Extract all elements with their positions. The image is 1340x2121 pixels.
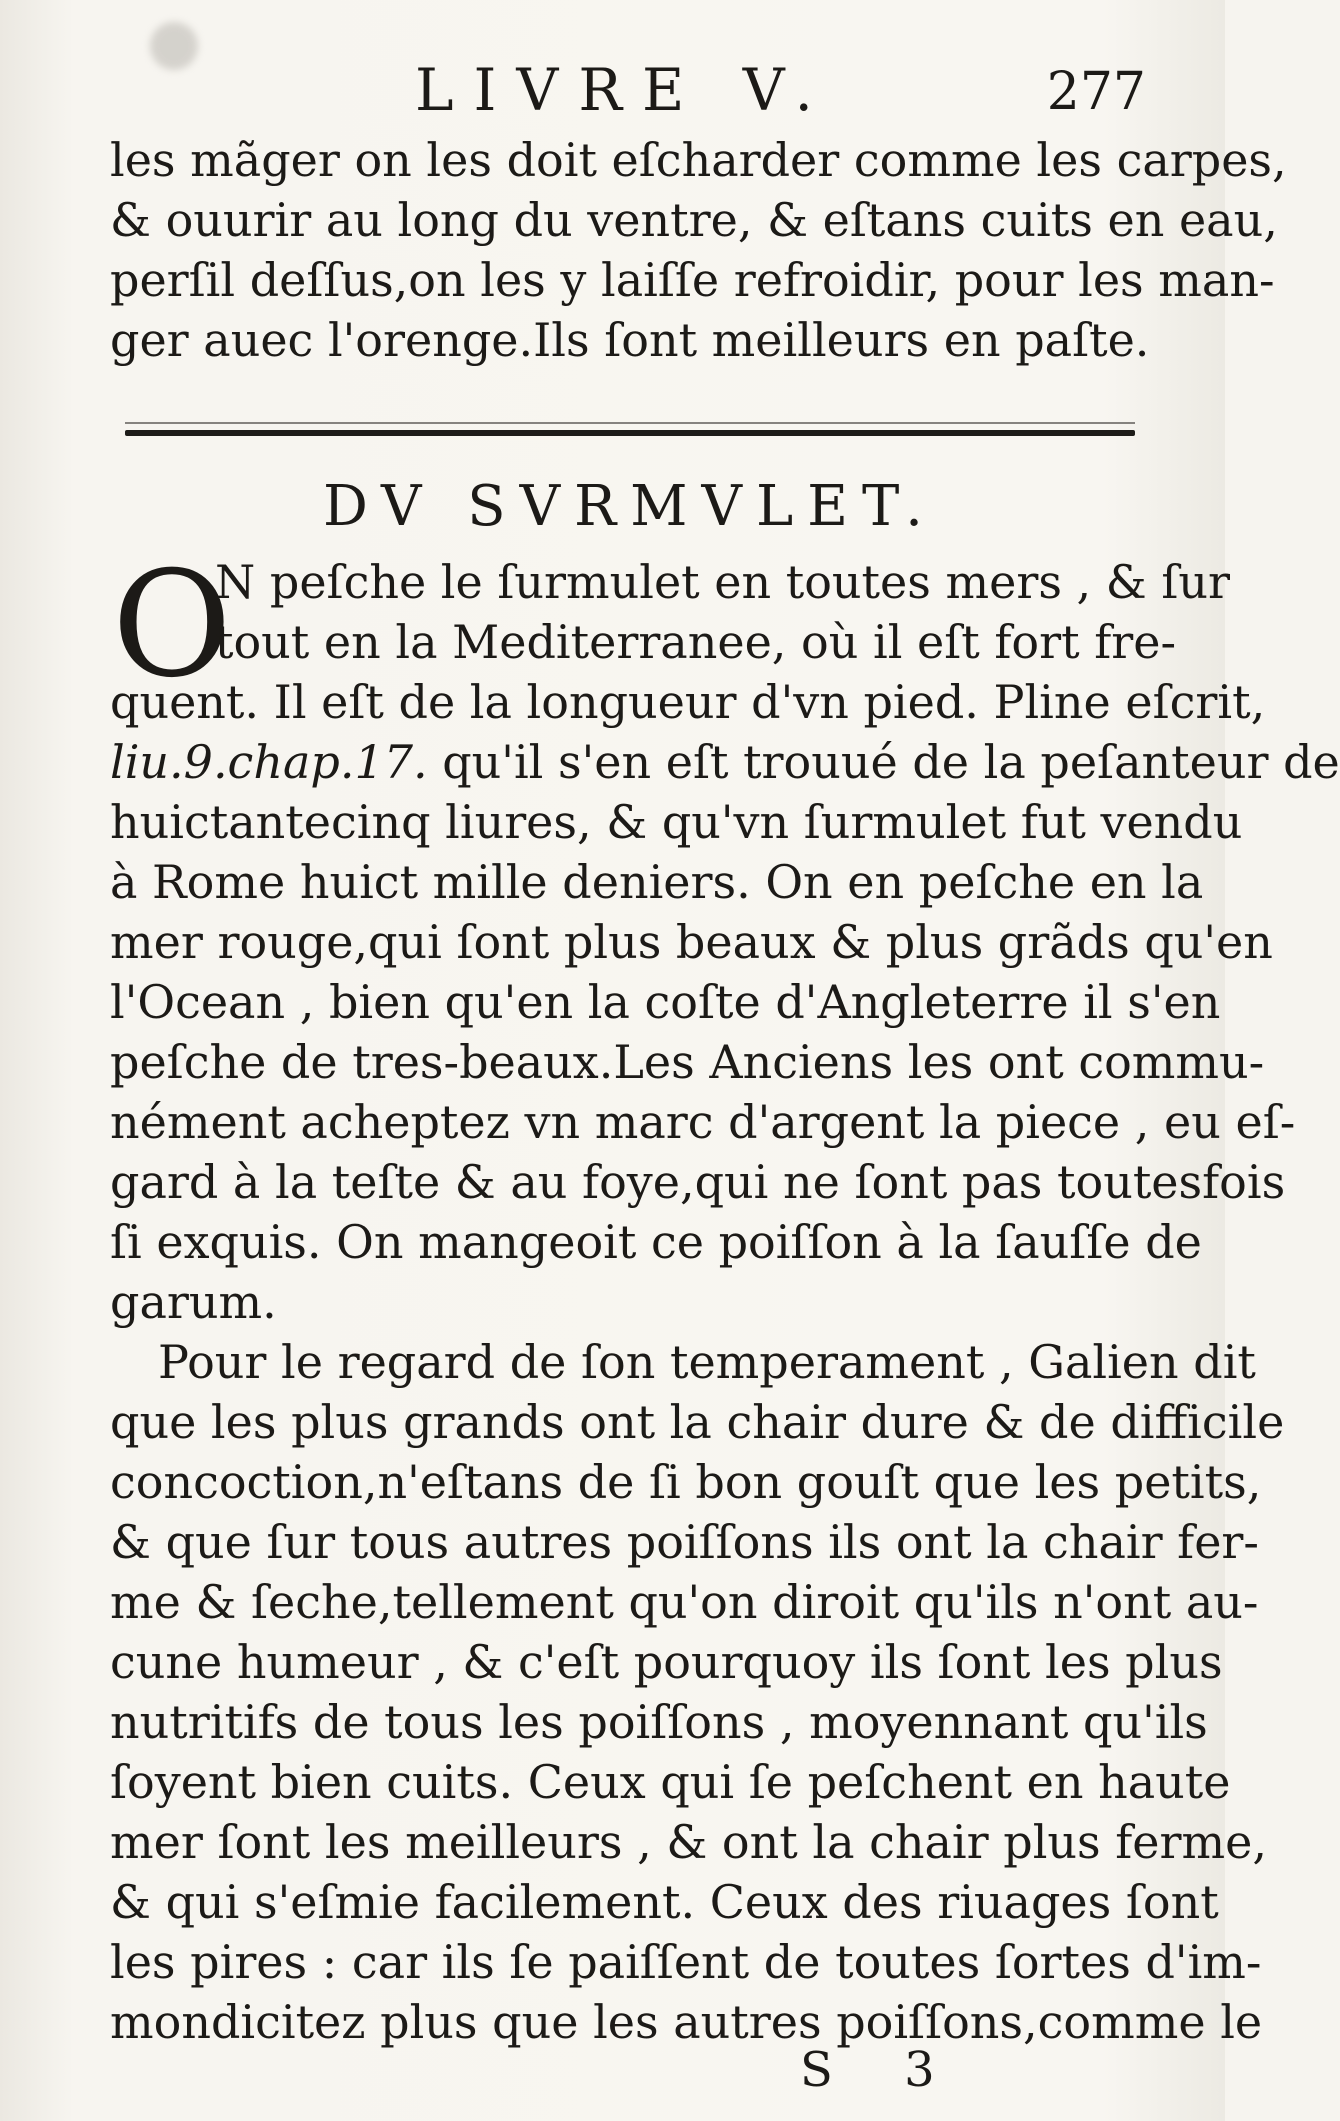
text-line: l'Ocean , bien qu'en la coſte d'Angleterre il s'en	[110, 975, 1221, 1029]
text-line: nutritifs de tous les poiſſons , moyennant qu'ils	[110, 1695, 1208, 1749]
top-paragraph	[110, 130, 1287, 370]
running-title: LIVRE V.	[415, 56, 833, 124]
text-line: huictantecinq liures, & qu'vn ſurmulet fut vendu	[110, 795, 1243, 849]
text-line: ger auec l'orenge.Ils ſont meilleurs en paſte.	[110, 313, 1150, 367]
text-line: perſil deſſus,on les y laiſſe refroidir, pour les man-	[110, 253, 1275, 307]
text-line: que les plus grands ont la chair dure & de difficile	[110, 1395, 1285, 1449]
text-line: quent. Il eſt de la longueur d'vn pied. Pline eſcrit,	[110, 675, 1266, 729]
para1-opening	[215, 552, 1231, 672]
text-line: me & ſeche,tellement qu'on diroit qu'ils n'ont au-	[110, 1575, 1259, 1629]
text-line: les pires : car ils ſe paiſſent de toutes ſortes d'im-	[110, 1935, 1262, 1989]
citation-text: qu'il s'en eſt trouué de la peſanteur de	[427, 735, 1340, 789]
text-line: & que ſur tous autres poiſſons ils ont la chair fer-	[110, 1515, 1259, 1569]
paragraph-1	[110, 672, 1340, 1332]
text-line: mondicitez plus que les autres poiſſons,comme le	[110, 1995, 1263, 2049]
drop-cap: O	[112, 540, 232, 710]
text-line: N peſche le ſurmulet en toutes mers , & ſur	[215, 555, 1231, 609]
text-line: & qui s'eſmie facilement. Ceux des riuages ſont	[110, 1875, 1219, 1929]
citation-line	[110, 732, 1340, 792]
text-line: gard à la teſte & au foye,qui ne ſont pas toutesfois	[110, 1155, 1286, 1209]
text-line: concoction,n'eſtans de ſi bon gouſt que les petits,	[110, 1455, 1262, 1509]
signature-mark: S 3	[800, 2042, 963, 2098]
text-line: ſoyent bien cuits. Ceux qui ſe peſchent en haute	[110, 1755, 1231, 1809]
text-line: tout en la Mediterranee, où il eſt fort fre-	[215, 615, 1176, 669]
text-line: mer ſont les meilleurs , & ont la chair plus ferme,	[110, 1815, 1267, 1869]
text-line: mer rouge,qui ſont plus beaux & plus grãds qu'en	[110, 915, 1273, 969]
text-line: à Rome huict mille deniers. On en peſche en la	[110, 855, 1204, 909]
text-line: nément acheptez vn marc d'argent la piece , eu eſ-	[110, 1095, 1296, 1149]
page-header	[110, 55, 1150, 125]
page-number: 277	[1046, 62, 1146, 122]
text-line: garum.	[110, 1275, 277, 1329]
text-line: cune humeur , & c'eſt pourquoy ils ſont les plus	[110, 1635, 1223, 1689]
divider-rule-thin	[125, 422, 1135, 424]
text-line: les mãger on les doit eſcharder comme les carpes,	[110, 133, 1287, 187]
text-line: peſche de tres-beaux.Les Anciens les ont commu-	[110, 1035, 1265, 1089]
section-title: DV SVRMVLET.	[323, 474, 937, 539]
text-line: Pour le regard de ſon temperament , Galien dit	[158, 1335, 1256, 1389]
citation-reference: liu.9.chap.17.	[110, 735, 428, 789]
paragraph-2	[110, 1332, 1285, 2052]
text-line: ſi exquis. On mangeoit ce poiſſon à la ſauſſe de	[110, 1215, 1202, 1269]
text-line: & ouurir au long du ventre, & eſtans cuits en eau,	[110, 193, 1278, 247]
divider-rule	[125, 430, 1135, 436]
